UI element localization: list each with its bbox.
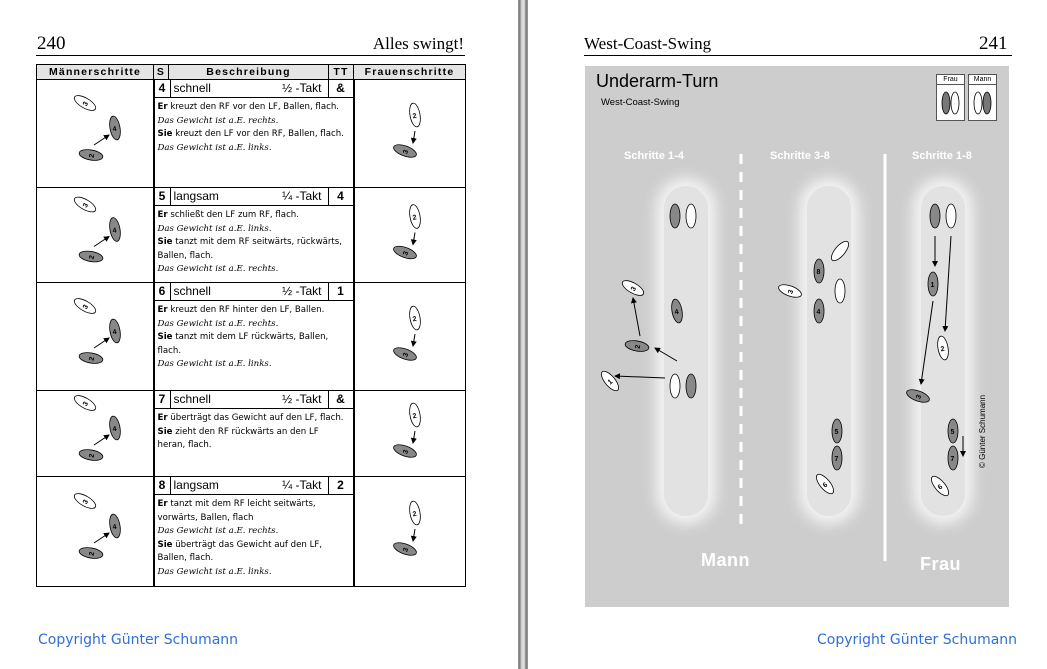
svg-text:3: 3 xyxy=(402,351,410,359)
woman-foot xyxy=(670,374,680,398)
col-header-tt: TT xyxy=(329,65,354,80)
page-number-left: 240 xyxy=(37,33,66,54)
header-rule xyxy=(36,55,465,56)
woman-foot xyxy=(835,279,845,303)
col-header-men: Männerschritte xyxy=(37,65,154,80)
svg-text:4: 4 xyxy=(111,328,118,337)
description-text: überträgt das Gewicht auf den LF, Ballen, flach. xyxy=(157,539,323,564)
description-line xyxy=(158,304,347,318)
label-frau: Frau xyxy=(920,554,962,574)
women-steps-figure xyxy=(354,188,466,283)
step-speed: schnell xyxy=(173,81,211,95)
svg-text:3: 3 xyxy=(915,393,924,401)
svg-text:5: 5 xyxy=(834,429,839,436)
svg-text:2: 2 xyxy=(634,344,643,350)
man-foot xyxy=(948,419,958,443)
description-text: kreuzt den RF hinter den LF, Ballen. xyxy=(170,305,325,315)
step-bar xyxy=(155,391,353,409)
men-foot xyxy=(78,148,103,162)
svg-text:3: 3 xyxy=(402,148,410,156)
svg-text:3: 3 xyxy=(630,285,639,293)
man-foot xyxy=(928,272,938,296)
dancer-label: Sie xyxy=(157,539,173,550)
step-speed: langsam xyxy=(173,478,219,492)
legend-mann: Mann xyxy=(968,74,997,121)
woman-foot xyxy=(686,204,696,228)
step-number: 7 xyxy=(155,391,171,408)
description-text: tanzt mit dem LF rückwärts, Ballen, flach. xyxy=(157,332,329,356)
men-steps-figure xyxy=(37,188,154,283)
step-takt: ½ -Takt xyxy=(282,392,322,406)
step-count: 2 xyxy=(328,477,353,494)
svg-text:2: 2 xyxy=(411,510,418,519)
description-line xyxy=(158,539,347,566)
men-arrow xyxy=(94,533,109,543)
men-footprints xyxy=(39,477,151,585)
svg-text:3: 3 xyxy=(787,288,796,296)
svg-text:2: 2 xyxy=(411,315,418,324)
men-steps-figure xyxy=(37,283,154,391)
step-description-cell xyxy=(154,188,354,283)
svg-text:6: 6 xyxy=(936,483,945,492)
step-count: 4 xyxy=(328,188,353,205)
dancer-label: Sie xyxy=(157,332,173,343)
svg-text:2: 2 xyxy=(88,453,96,459)
women-foot xyxy=(408,102,422,127)
path-arrow xyxy=(615,376,665,378)
step-takt: ½ -Takt xyxy=(282,284,322,298)
men-foot xyxy=(72,296,98,317)
svg-text:6: 6 xyxy=(821,481,830,490)
men-foot xyxy=(108,415,122,440)
men-foot xyxy=(72,393,98,414)
description-line xyxy=(158,331,347,358)
step-description xyxy=(155,98,353,157)
svg-text:2: 2 xyxy=(411,214,418,222)
men-steps-figure xyxy=(37,477,154,587)
description-text: zieht den RF rückwärts an den LF heran, flach. xyxy=(157,426,319,451)
men-footprints xyxy=(39,188,151,281)
step-speed: schnell xyxy=(173,392,211,406)
step-description-cell xyxy=(154,477,354,587)
step-bar xyxy=(155,283,353,301)
women-foot xyxy=(408,305,422,330)
men-footprints xyxy=(39,80,151,186)
svg-text:4: 4 xyxy=(111,125,118,134)
header-rule xyxy=(584,55,1012,56)
woman-foot xyxy=(946,204,956,228)
men-foot xyxy=(72,194,98,215)
step-number: 6 xyxy=(155,283,171,300)
step-description-cell xyxy=(154,391,354,477)
table-row xyxy=(37,283,466,391)
step-number: 5 xyxy=(155,188,171,205)
dancer-label: Er xyxy=(157,413,168,423)
steps-table xyxy=(36,64,466,587)
svg-text:2: 2 xyxy=(411,112,418,121)
dancer-label: Er xyxy=(157,210,168,220)
left-page xyxy=(0,0,518,669)
step-description-cell xyxy=(154,80,354,188)
step-count: 1 xyxy=(328,283,353,300)
step-bar xyxy=(155,477,353,495)
man-foot xyxy=(624,339,649,353)
woman-foot xyxy=(928,474,951,499)
svg-text:3: 3 xyxy=(402,546,410,554)
step-number: 8 xyxy=(155,477,171,494)
col-header-s: S xyxy=(154,65,169,80)
svg-text:7: 7 xyxy=(834,456,839,463)
men-foot xyxy=(72,93,98,114)
men-foot xyxy=(78,448,103,462)
svg-text:1: 1 xyxy=(606,378,615,387)
dancer-label: Er xyxy=(157,102,168,112)
svg-text:1: 1 xyxy=(930,282,935,289)
men-foot xyxy=(78,546,103,560)
women-footprints xyxy=(355,477,465,585)
man-foot xyxy=(930,204,940,228)
women-foot xyxy=(408,204,422,229)
description-line xyxy=(158,101,347,115)
women-footprints xyxy=(355,188,465,281)
description-line: Das Gewicht ist a.E. links. xyxy=(157,142,272,153)
table-row xyxy=(37,188,466,283)
step-count: & xyxy=(328,391,353,408)
copyright-right: Copyright Günter Schumann xyxy=(817,632,1018,648)
man-foot xyxy=(948,446,958,470)
man-foot xyxy=(814,259,824,283)
svg-text:4: 4 xyxy=(111,227,118,235)
svg-text:2: 2 xyxy=(411,412,418,421)
description-line: Das Gewicht ist a.E. rechts. xyxy=(157,264,279,275)
description-line xyxy=(158,209,347,223)
men-steps-figure xyxy=(37,80,154,188)
path-arrow xyxy=(655,348,677,361)
diagram-vertical-copyright: © Günter Schumann xyxy=(978,394,987,468)
women-arrow xyxy=(413,233,415,245)
woman-foot xyxy=(813,472,836,497)
dancer-label: Sie xyxy=(157,237,173,248)
step-speed: schnell xyxy=(173,284,211,298)
diagram-title: Underarm-Turn xyxy=(596,71,719,91)
legend-frau: Frau xyxy=(936,74,965,121)
man-foot xyxy=(832,446,842,470)
svg-text:2: 2 xyxy=(88,551,96,557)
men-foot xyxy=(72,491,98,512)
book-gutter xyxy=(518,0,528,669)
women-arrow xyxy=(413,431,415,443)
svg-text:4: 4 xyxy=(111,523,118,532)
woman-foot xyxy=(777,282,803,300)
step-takt: ¼ -Takt xyxy=(282,189,322,203)
col-header-description: Beschreibung xyxy=(169,65,329,80)
svg-text:3: 3 xyxy=(81,303,90,311)
man-foot xyxy=(814,299,824,323)
step-description xyxy=(155,301,353,374)
man-foot xyxy=(832,419,842,443)
men-footprints xyxy=(39,391,151,475)
description-text: tanzt mit dem RF seitwärts, rückwärts, Ballen, flach. xyxy=(157,237,342,261)
svg-text:2: 2 xyxy=(88,356,96,362)
svg-text:3: 3 xyxy=(81,202,90,210)
table-header-row xyxy=(37,65,466,80)
description-text: tanzt mit dem RF leicht seitwärts, vorwärts, Ballen, flach xyxy=(157,499,316,523)
women-steps-figure xyxy=(354,283,466,391)
step-description xyxy=(155,206,353,279)
description-line xyxy=(158,412,347,426)
men-arrow xyxy=(94,237,109,247)
svg-text:4: 4 xyxy=(111,425,118,434)
svg-text:5: 5 xyxy=(950,429,955,436)
copyright-left: Copyright Günter Schumann xyxy=(38,632,239,648)
column-header-steps-1-8: Schritte 1-8 xyxy=(912,150,972,162)
dancer-label: Sie xyxy=(157,426,173,437)
women-foot xyxy=(392,244,418,262)
women-foot xyxy=(408,500,422,525)
column-header-steps-1-4: Schritte 1-4 xyxy=(624,150,684,162)
women-arrow xyxy=(413,529,415,541)
men-foot xyxy=(108,513,122,538)
description-text: schließt den LF zum RF, flach. xyxy=(170,210,299,220)
table-row xyxy=(37,391,466,477)
men-arrow xyxy=(94,338,109,348)
women-footprints xyxy=(355,80,465,186)
men-foot xyxy=(78,351,103,365)
men-foot xyxy=(78,249,103,263)
women-arrow xyxy=(413,334,415,346)
men-arrow xyxy=(94,135,109,145)
step-speed: langsam xyxy=(173,189,219,203)
dancer-label: Er xyxy=(157,305,168,315)
path-arrow xyxy=(633,298,640,336)
table-row xyxy=(37,80,466,188)
description-line: Das Gewicht ist a.E. links. xyxy=(157,359,272,370)
step-description-cell xyxy=(154,283,354,391)
description-line xyxy=(158,128,347,142)
women-foot xyxy=(392,345,418,363)
man-foot xyxy=(905,387,931,405)
step-diagram xyxy=(585,66,1009,607)
step-number: 4 xyxy=(155,80,171,97)
path-arrow xyxy=(945,236,951,331)
women-footprints xyxy=(355,391,465,475)
step-count: & xyxy=(328,80,353,97)
women-steps-figure xyxy=(354,477,466,587)
men-foot xyxy=(108,217,122,242)
woman-foot xyxy=(598,369,621,394)
label-mann: Mann xyxy=(701,550,750,570)
svg-text:3: 3 xyxy=(81,400,90,408)
men-foot xyxy=(108,318,122,343)
description-text: kreuzt den RF vor den LF, Ballen, flach. xyxy=(170,102,340,112)
svg-text:4: 4 xyxy=(816,309,821,316)
step-takt: ¼ -Takt xyxy=(282,478,322,492)
step-bar xyxy=(155,188,353,206)
women-arrow xyxy=(413,131,415,143)
description-line: Das Gewicht ist a.E. links. xyxy=(157,566,272,577)
dancer-label: Sie xyxy=(157,129,173,140)
woman-foot xyxy=(936,335,950,360)
step-description xyxy=(155,409,353,455)
page-number-right: 241 xyxy=(979,33,1008,54)
description-line xyxy=(158,426,347,453)
diagram-subtitle: West-Coast-Swing xyxy=(601,97,680,108)
men-steps-figure xyxy=(37,391,154,477)
women-steps-figure xyxy=(354,80,466,188)
women-foot xyxy=(392,442,418,460)
svg-text:2: 2 xyxy=(88,153,96,159)
women-foot xyxy=(392,540,418,558)
diagram-footprints xyxy=(585,66,1009,607)
women-steps-figure xyxy=(354,391,466,477)
women-footprints xyxy=(355,283,465,389)
description-line: Das Gewicht ist a.E. rechts. xyxy=(157,318,279,329)
man-foot xyxy=(670,298,684,323)
woman-foot xyxy=(620,278,646,299)
description-line: Das Gewicht ist a.E. links. xyxy=(157,223,272,234)
man-foot xyxy=(670,204,680,228)
dancer-label: Er xyxy=(157,499,168,509)
svg-text:3: 3 xyxy=(402,448,410,456)
svg-text:7: 7 xyxy=(950,456,955,463)
description-line xyxy=(158,498,347,525)
man-foot xyxy=(686,374,696,398)
svg-text:3: 3 xyxy=(81,498,90,506)
men-arrow xyxy=(94,435,109,445)
column-header-steps-3-8: Schritte 3-8 xyxy=(770,150,830,162)
step-takt: ½ -Takt xyxy=(282,81,322,95)
description-text: überträgt das Gewicht auf den LF, flach. xyxy=(170,413,344,423)
men-foot xyxy=(108,115,122,140)
svg-text:8: 8 xyxy=(816,269,821,276)
women-foot xyxy=(392,142,418,160)
svg-text:3: 3 xyxy=(402,250,410,257)
page-header-title-left: Alles swingt! xyxy=(372,34,464,53)
page-header-title-right: West-Coast-Swing xyxy=(584,34,712,53)
col-header-women: Frauenschritte xyxy=(354,65,466,80)
woman-foot xyxy=(828,239,851,264)
description-line xyxy=(158,236,347,263)
step-bar xyxy=(155,80,353,98)
table-row xyxy=(37,477,466,587)
svg-text:4: 4 xyxy=(674,308,680,317)
path-arrow xyxy=(921,301,933,384)
svg-text:2: 2 xyxy=(88,254,96,260)
svg-text:3: 3 xyxy=(81,100,90,108)
women-foot xyxy=(408,402,422,427)
men-footprints xyxy=(39,283,151,389)
description-text: kreuzt den LF vor den RF, Ballen, flach. xyxy=(175,129,344,140)
step-description xyxy=(155,495,353,582)
description-line: Das Gewicht ist a.E. rechts. xyxy=(157,115,279,126)
description-line: Das Gewicht ist a.E. rechts. xyxy=(157,526,279,537)
svg-text:2: 2 xyxy=(940,345,946,354)
